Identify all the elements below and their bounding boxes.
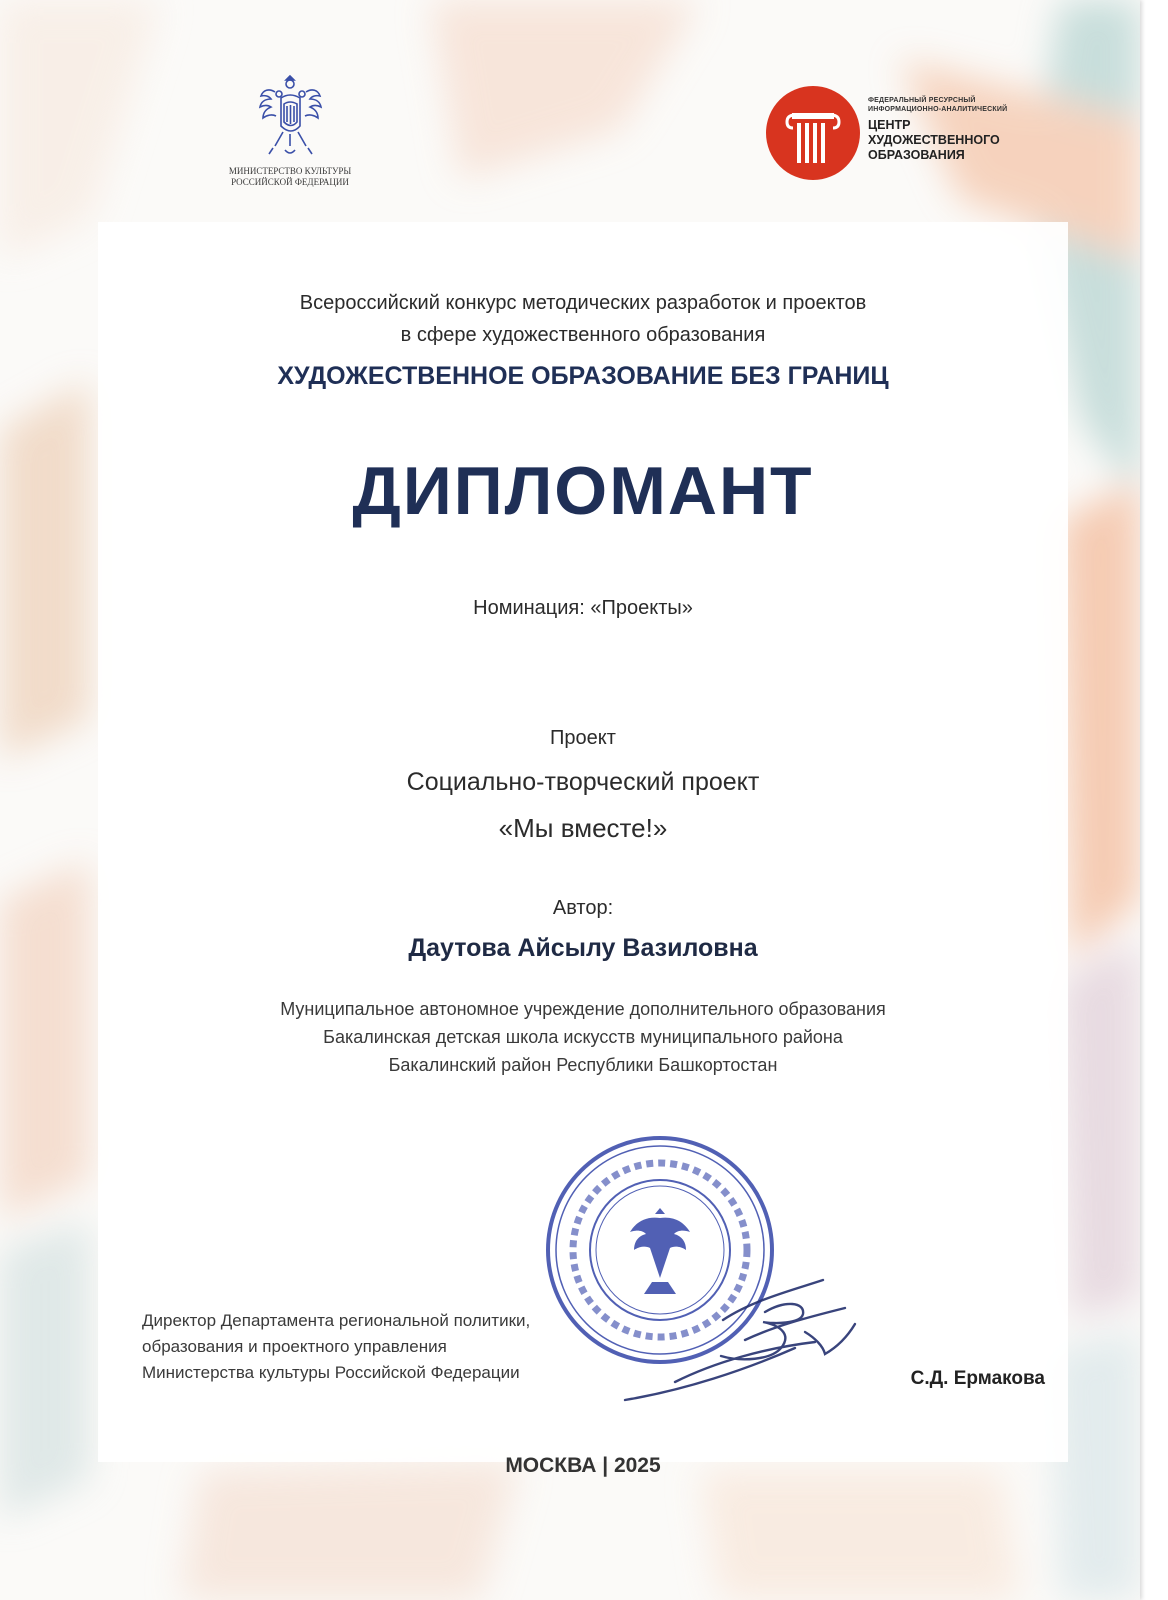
author-name: Даутова Айсылу Вазиловна [408, 934, 758, 962]
center-subtitle: ФЕДЕРАЛЬНЫЙ РЕСУРСНЫЙ ИНФОРМАЦИОННО-АНАЛИТИЧЕСКИЙ [868, 97, 1008, 113]
organization-line: Бакалинский район Республики Башкортостан [388, 1055, 778, 1075]
city-year: МОСКВА | 2025 [505, 1454, 661, 1477]
signer-position-line: Директор Департамента региональной политики, [142, 1311, 531, 1330]
handwritten-signature [615, 1262, 865, 1412]
signer-position-line: образования и проектного управления [142, 1337, 447, 1356]
organization-line: Бакалинская детская школа искусств муниципального района [323, 1027, 843, 1047]
signer-name: С.Д. Ермакова [910, 1368, 1045, 1389]
signer-position-line: Министерства культуры Российской Федерации [142, 1363, 520, 1382]
center-title: ЦЕНТР ХУДОЖЕСТВЕННОГО ОБРАЗОВАНИЯ [868, 118, 1000, 162]
signer-position [142, 1308, 530, 1386]
art-education-center-logo [765, 85, 1045, 185]
column-icon [765, 85, 861, 181]
project-label: Проект [550, 727, 616, 749]
author-label: Автор: [552, 897, 614, 919]
contest-description-line2: в сфере художественного образования [400, 324, 766, 346]
project-name: «Мы вместе!» [498, 813, 668, 843]
double-headed-eagle-lyre-icon [253, 70, 328, 162]
ministry-caption: МИНИСТЕРСТВО КУЛЬТУРЫ РОССИЙСКОЙ ФЕДЕРАЦИИ [228, 166, 352, 187]
contest-description-line1: Всероссийский конкурс методических разработок и проектов [299, 292, 867, 314]
nomination: Номинация: «Проекты» [473, 597, 693, 619]
contest-name: ХУДОЖЕСТВЕННОЕ ОБРАЗОВАНИЕ БЕЗ ГРАНИЦ [277, 362, 889, 390]
award-title: ДИПЛОМАНТ [352, 453, 814, 529]
ministry-of-culture-logo [215, 70, 365, 190]
project-description: Социально-творческий проект [406, 768, 760, 796]
organization-line: Муниципальное автономное учреждение дополнительного образования [280, 999, 886, 1019]
